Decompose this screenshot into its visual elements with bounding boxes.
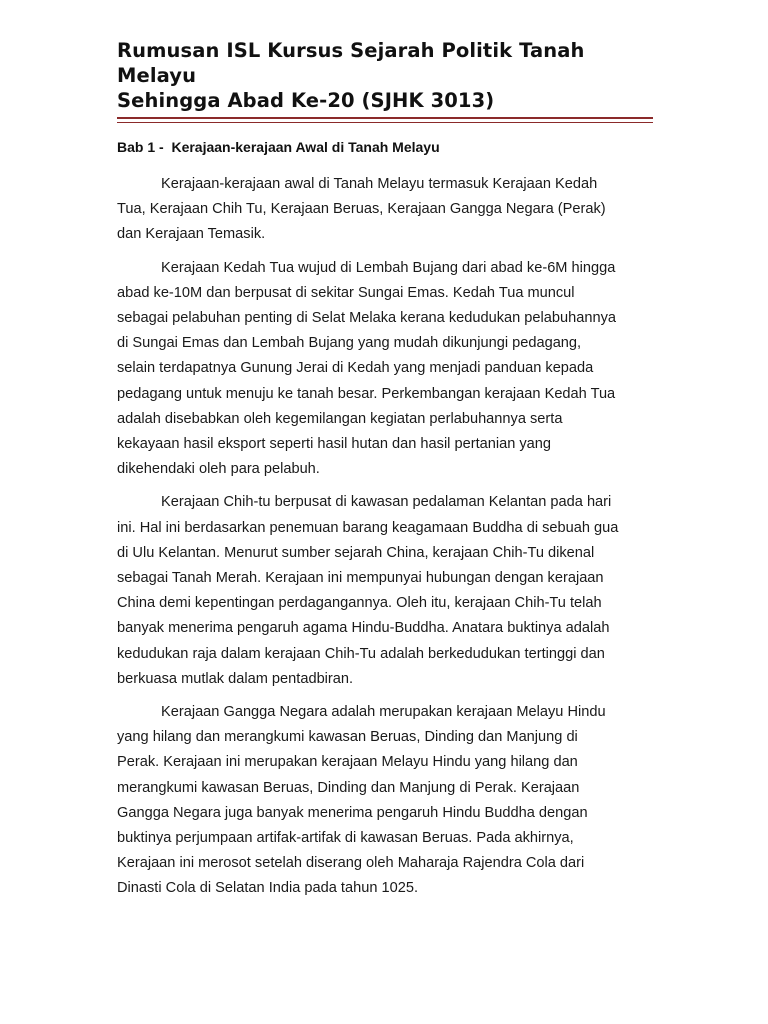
- paragraph: [117, 172, 653, 248]
- paragraph-line: di Sungai Emas dan Lembah Bujang yang mudah dikunjungi pedagang,: [117, 335, 582, 352]
- paragraph-line: di Ulu Kelantan. Menurut sumber sejarah China, kerajaan Chih-Tu dikenal: [117, 544, 595, 561]
- paragraph-line: dan Kerajaan Temasik.: [117, 226, 266, 243]
- paragraph-line: Kerajaan-kerajaan awal di Tanah Melayu termasuk Kerajaan Kedah: [161, 176, 598, 192]
- paragraph-line: Kerajaan Kedah Tua wujud di Lembah Bujang dari abad ke-6M hingga: [161, 259, 616, 276]
- paragraph-line: selain terdapatnya Gunung Jerai di Kedah yang menjadi panduan kepada: [117, 360, 594, 377]
- paragraph-line: Kerajaan Gangga Negara adalah merupakan kerajaan Melayu Hindu: [161, 704, 606, 721]
- paragraph-line: kedudukan raja dalam kerajaan Chih-Tu adalah berkedudukan tertinggi dan: [117, 645, 605, 662]
- paragraph-line: banyak menerima pengaruh agama Hindu-Buddha. Anatara buktinya adalah: [117, 620, 610, 637]
- paragraph-line: sebagai pelabuhan penting di Selat Melaka kerana kedudukan pelabuhannya: [117, 310, 617, 327]
- paragraph-line: Kerajaan Chih-tu berpusat di kawasan pedalaman Kelantan pada hari: [161, 494, 612, 511]
- paragraph-line: merangkumi kawasan Beruas, Dinding dan Manjung di Perak. Kerajaan: [117, 779, 580, 796]
- paragraph-line: adalah disebabkan oleh kegemilangan kegiatan perlabuhannya serta: [117, 410, 563, 427]
- paragraph-line: abad ke-10M dan berpusat di sekitar Sungai Emas. Kedah Tua muncul: [117, 284, 575, 301]
- paragraph-line: Tua, Kerajaan Chih Tu, Kerajaan Beruas, Kerajaan Gangga Negara (Perak): [117, 201, 606, 218]
- paragraph-line: dikehendaki oleh para pelabuh.: [117, 461, 320, 478]
- paragraph-line: Perak. Kerajaan ini merupakan kerajaan Melayu Hindu yang hilang dan: [117, 754, 578, 771]
- paragraph-line: berkuasa mutlak dalam pentadbiran.: [117, 670, 354, 687]
- paragraph-line: pedagang untuk menuju ke tanah besar. Perkembangan kerajaan Kedah Tua: [117, 385, 616, 402]
- document-title: [117, 38, 653, 113]
- paragraph: [117, 256, 653, 483]
- paragraph-line: kekayaan hasil eksport seperti hasil hutan dan hasil pertanian yang: [117, 436, 552, 453]
- document-title-line: Rumusan ISL Kursus Sejarah Politik Tanah Melayu: [117, 39, 585, 87]
- paragraph: [117, 490, 653, 692]
- chapter-heading: Bab 1 - Kerajaan-kerajaan Awal di Tanah Melayu: [117, 139, 440, 155]
- paragraph-line: sebagai Tanah Merah. Kerajaan ini mempunyai hubungan dengan kerajaan: [117, 570, 604, 587]
- paragraph-line: Dinasti Cola di Selatan India pada tahun 1025.: [117, 880, 419, 897]
- paragraph: [117, 700, 653, 902]
- document-page: [117, 38, 653, 902]
- paragraph-line: buktinya perjumpaan artifak-artifak di kawasan Beruas. Pada akhirnya,: [117, 830, 574, 847]
- paragraph-line: Kerajaan ini merosot setelah diserang oleh Maharaja Rajendra Cola dari: [117, 855, 585, 872]
- paragraph-line: ini. Hal ini berdasarkan penemuan barang keagamaan Buddha di sebuah gua: [117, 519, 619, 536]
- paragraph-line: Gangga Negara juga banyak menerima pengaruh Hindu Buddha dengan: [117, 804, 588, 821]
- paragraph-line: yang hilang dan merangkumi kawasan Beruas, Dinding dan Manjung di: [117, 729, 578, 746]
- title-divider: [117, 117, 653, 123]
- paragraph-line: China demi kepentingan perdagangannya. Oleh itu, kerajaan Chih-Tu telah: [117, 595, 602, 612]
- document-title-line: Sehingga Abad Ke-20 (SJHK 3013): [117, 89, 495, 112]
